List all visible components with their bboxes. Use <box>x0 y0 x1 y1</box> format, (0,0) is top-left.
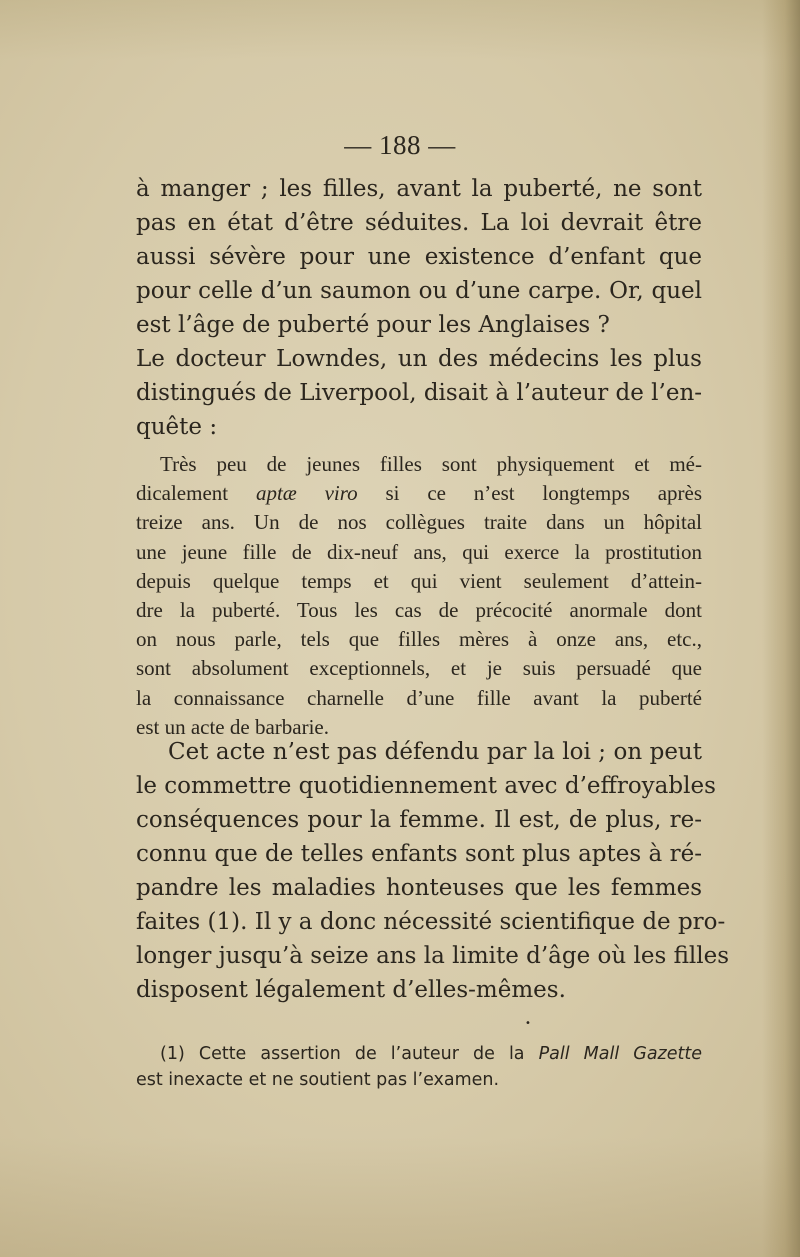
text-line: à manger ; les filles, avant la puberté, ne sont <box>136 176 702 202</box>
text-line: aussi sévère pour une existence d’enfant que <box>136 244 702 270</box>
text-line: pandre les maladies honteuses que les femmes <box>136 875 702 901</box>
text-line: pas en état d’être séduites. La loi devrait être <box>136 210 702 236</box>
quote-line: est un acte de barbarie. <box>136 714 329 739</box>
text-line: disposent légalement d’elles-mêmes. <box>136 977 566 1003</box>
text-line: quête : <box>136 414 218 440</box>
page-number: — 188 — <box>344 130 456 160</box>
quote-line: depuis quelque temps et qui vient seulement d’attein- <box>136 568 702 593</box>
quote-line: dre la puberté. Tous les cas de précocité anormale dont <box>136 598 702 623</box>
quote-line: treize ans. Un de nos collègues traite dans un hôpital <box>136 510 702 535</box>
paragraph-3 <box>136 735 730 1007</box>
quote-text: dicalement <box>136 481 229 506</box>
text-line: conséquences pour la femme. Il est, de plus, re- <box>136 807 702 833</box>
page-shading-right <box>762 0 800 1257</box>
text-line: le commettre quotidiennement avec d’effroyables <box>136 773 716 799</box>
latin-phrase: aptæ viro <box>255 481 358 506</box>
quote-line: la connaissance charnelle d’une fille avant la puberté <box>136 685 702 710</box>
paragraph-2 <box>136 342 702 444</box>
page-shading-top <box>0 0 800 60</box>
block-quote <box>136 450 702 742</box>
quote-text: si ce n’est longtemps après <box>385 481 703 506</box>
page-shading-bottom <box>0 1137 800 1257</box>
quote-line <box>136 479 702 508</box>
quote-line: sont absolument exceptionnels, et je suis persuadé que <box>136 656 702 681</box>
text-line: distingués de Liverpool, disait à l’auteur de l’en- <box>136 380 703 406</box>
text-line: faites (1). Il y a donc nécessité scientifique de pro- <box>136 909 726 935</box>
text-line: longer jusqu’à seize ans la limite d’âge où les filles <box>136 943 730 969</box>
quote-line: une jeune fille de dix-neuf ans, qui exerce la prostitution <box>136 539 702 564</box>
footnote-line <box>136 1041 702 1067</box>
separator-mark: • <box>525 1018 531 1029</box>
text-line: Cet acte n’est pas défendu par la loi ; on peut <box>168 739 702 765</box>
text-line: connu que de telles enfants sont plus aptes à ré- <box>136 841 702 867</box>
quote-line: on nous parle, tels que filles mères à onze ans, etc., <box>136 627 702 652</box>
paragraph-1 <box>136 172 702 342</box>
footnote-line: est inexacte et ne soutient pas l’examen. <box>136 1070 500 1090</box>
footnote-text: (1) Cette assertion de l’auteur de la <box>160 1044 525 1064</box>
text-line: est l’âge de puberté pour les Anglaises ? <box>136 312 610 338</box>
footnote <box>136 1041 702 1093</box>
quote-line: Très peu de jeunes filles sont physiquement et mé- <box>160 452 702 476</box>
publication-title: Pall Mall Gazette <box>538 1044 702 1064</box>
text-line: pour celle d’un saumon ou d’une carpe. Or, quel <box>136 278 702 304</box>
text-line: Le docteur Lowndes, un des médecins les plus <box>136 346 702 372</box>
